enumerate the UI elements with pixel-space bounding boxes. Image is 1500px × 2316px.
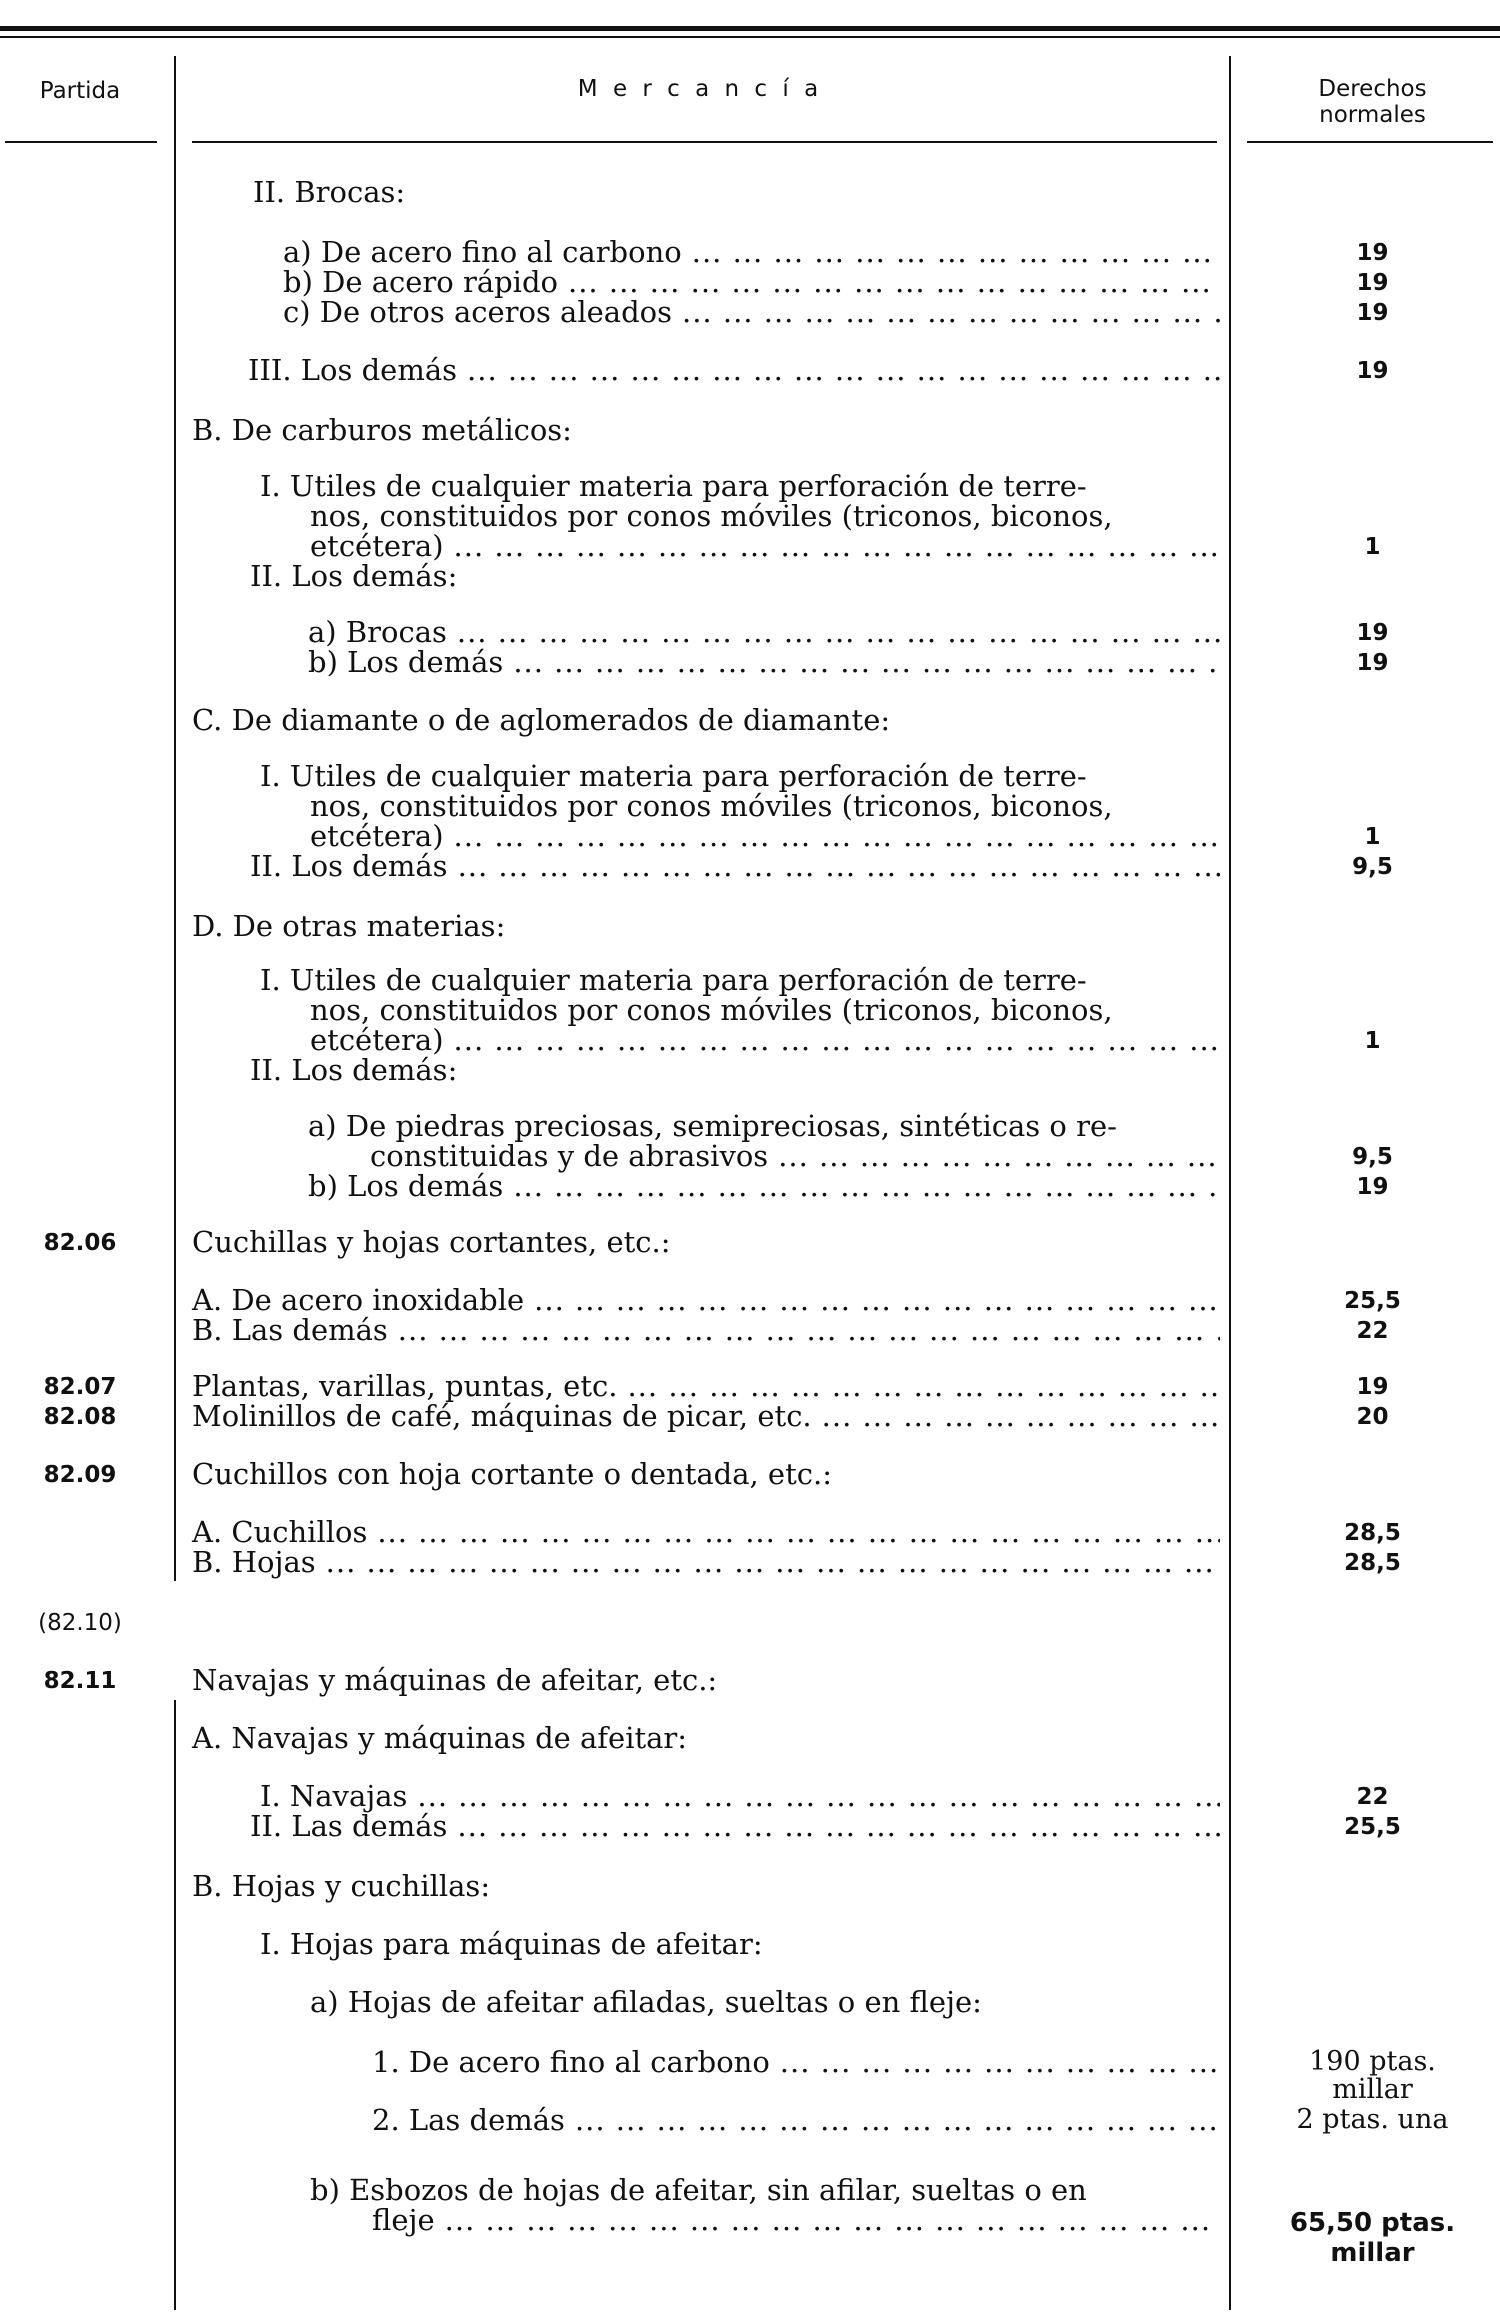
top-rule-thick — [0, 26, 1500, 31]
duty-value: 19 — [1356, 300, 1389, 326]
list-item: etcétera) ... . — [310, 1026, 1220, 1055]
list-item: c) De otros aceros aleados ... . — [283, 298, 1220, 327]
duty-value: millar — [1332, 2074, 1413, 2105]
list-item: II. Los demás: — [250, 559, 458, 593]
list-item: nos, constituidos por conos móviles (triconos, biconos, — [310, 789, 1113, 823]
duty-value: 19 — [1356, 620, 1389, 646]
list-item: 1. De acero fino al carbono ... . — [372, 2048, 1220, 2077]
header-derechos-line2: normales — [1319, 102, 1426, 129]
duty-value: 22 — [1356, 1784, 1389, 1810]
list-item: b) Los demás ... . — [308, 648, 1220, 677]
list-item: I. Navajas ... . — [260, 1782, 1220, 1811]
list-item: II. Brocas: — [253, 175, 406, 209]
list-item: A. De acero inoxidable ... . — [192, 1286, 1220, 1315]
duty-value: 1 — [1364, 824, 1381, 850]
duty-value: 19 — [1356, 1174, 1389, 1200]
duty-value: 25,5 — [1344, 1814, 1401, 1840]
partida-code: 82.09 — [43, 1462, 117, 1488]
header-partida: Partida — [39, 78, 121, 104]
list-item: C. De diamante o de aglomerados de diamante: — [192, 703, 891, 737]
list-item: a) Hojas de afeitar afiladas, sueltas o en fleje: — [310, 1985, 982, 2019]
duty-value: 28,5 — [1344, 1520, 1401, 1546]
list-item: II. Los demás ... . — [250, 852, 1220, 881]
header-derechos-line1: Derechos — [1318, 76, 1427, 102]
list-item: I. Hojas para máquinas de afeitar: — [260, 1927, 763, 1961]
duty-value: 19 — [1356, 358, 1389, 384]
list-item: Plantas, varillas, puntas, etc. ... . — [192, 1372, 1220, 1401]
list-item: B. Las demás ... . — [192, 1316, 1220, 1345]
list-item: fleje ... . — [372, 2206, 1220, 2235]
duty-value: 19 — [1356, 650, 1389, 676]
duty-value: millar — [1330, 2238, 1415, 2268]
list-item: I. Utiles de cualquier materia para perforación de terre- — [260, 469, 1087, 503]
list-item: D. De otras materias: — [192, 909, 506, 943]
list-item: II. Los demás: — [250, 1053, 458, 1087]
list-item: etcétera) ... . — [310, 532, 1220, 561]
duty-value: 20 — [1356, 1404, 1389, 1430]
column-rule-left — [174, 56, 176, 1581]
list-item: etcétera) ... . — [310, 822, 1220, 851]
duty-value: 19 — [1356, 1374, 1389, 1400]
partida-code: 82.06 — [43, 1230, 117, 1256]
list-item: A. Cuchillos ... . — [192, 1518, 1220, 1547]
duty-value: 190 ptas. — [1309, 2046, 1436, 2077]
list-item: I. Utiles de cualquier materia para perforación de terre- — [260, 963, 1087, 997]
duty-value: 9,5 — [1352, 854, 1393, 880]
list-item: Molinillos de café, máquinas de picar, etc. ... . — [192, 1402, 1220, 1431]
list-item: a) De piedras preciosas, semipreciosas, sintéticas o re- — [308, 1109, 1117, 1143]
column-rule-right — [1229, 56, 1231, 2310]
partida-code: 82.08 — [43, 1404, 117, 1430]
list-item: b) Los demás ... . — [308, 1172, 1220, 1201]
list-item: b) Esbozos de hojas de afeitar, sin afilar, sueltas o en — [310, 2173, 1087, 2207]
list-item: Cuchillos con hoja cortante o dentada, etc.: — [192, 1457, 832, 1491]
duty-value: 25,5 — [1344, 1288, 1401, 1314]
list-item: B. Hojas ... . — [192, 1548, 1220, 1577]
list-item: Cuchillas y hojas cortantes, etc.: — [192, 1225, 671, 1259]
partida-code: 82.07 — [43, 1374, 117, 1400]
header-rule-derechos — [1247, 141, 1493, 143]
list-item: a) De acero fino al carbono ... . — [283, 238, 1220, 267]
duty-value: 2 ptas. una — [1296, 2104, 1449, 2135]
duty-value: 22 — [1356, 1318, 1389, 1344]
column-rule-left-lower — [174, 1700, 176, 2310]
list-item: B. Hojas y cuchillas: — [192, 1869, 491, 1903]
duty-value: 19 — [1356, 270, 1389, 296]
list-item: b) De acero rápido ... . — [283, 268, 1220, 297]
header-rule-mercancia — [192, 141, 1217, 143]
partida-code: (82.10) — [38, 1610, 122, 1636]
duty-value: 9,5 — [1352, 1144, 1393, 1170]
list-item: constituidas y de abrasivos ... . — [370, 1142, 1220, 1171]
list-item: Navajas y máquinas de afeitar, etc.: — [192, 1663, 718, 1697]
list-item: A. Navajas y máquinas de afeitar: — [192, 1721, 688, 1755]
duty-value: 1 — [1364, 534, 1381, 560]
list-item: II. Las demás ... . — [250, 1812, 1220, 1841]
top-rule-thin — [0, 36, 1500, 38]
duty-value: 19 — [1356, 240, 1389, 266]
partida-code: 82.11 — [43, 1668, 117, 1694]
header-derechos — [1245, 76, 1500, 129]
list-item: 2. Las demás ... . — [372, 2106, 1220, 2135]
list-item: a) Brocas ... . — [308, 618, 1220, 647]
duty-value: 28,5 — [1344, 1550, 1401, 1576]
list-item: nos, constituidos por conos móviles (triconos, biconos, — [310, 993, 1113, 1027]
list-item: I. Utiles de cualquier materia para perforación de terre- — [260, 759, 1087, 793]
header-mercancia: M e r c a n c í a — [577, 76, 823, 102]
duty-value: 1 — [1364, 1028, 1381, 1054]
list-item: III. Los demás ... . — [248, 356, 1220, 385]
list-item: B. De carburos metálicos: — [192, 413, 572, 447]
duty-value: 65,50 ptas. — [1289, 2208, 1456, 2238]
list-item: nos, constituidos por conos móviles (triconos, biconos, — [310, 499, 1113, 533]
header-rule-partida — [5, 141, 157, 143]
